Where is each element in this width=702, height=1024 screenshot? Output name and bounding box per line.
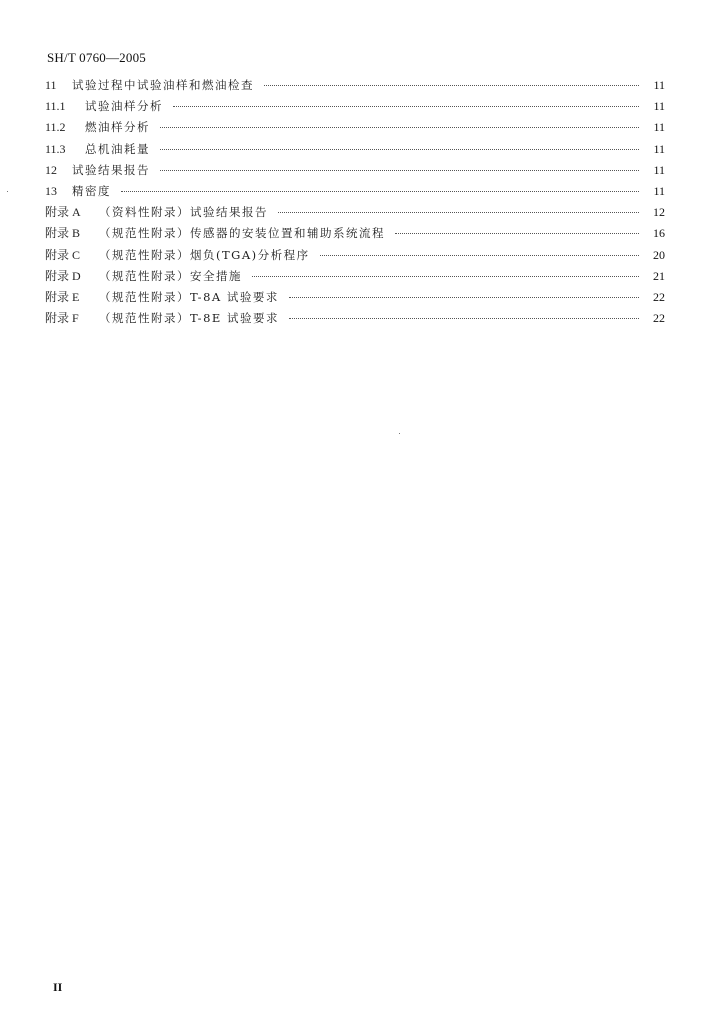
dot-leader <box>320 255 639 256</box>
toc-entry-number: 附录 D <box>45 268 81 283</box>
scan-speck <box>7 191 8 192</box>
toc-entry-number: 附录 C <box>45 247 81 262</box>
toc-entry-page: 11 <box>653 141 665 156</box>
toc-entry-title: 试验油样分析 <box>85 99 163 114</box>
dot-leader <box>252 276 639 277</box>
toc-entry-title: 试验结果报告 <box>72 162 150 177</box>
dot-leader <box>289 318 639 319</box>
toc-entry-appendix-e[interactable] <box>45 287 665 308</box>
toc-entry-appendix-f[interactable] <box>45 308 665 329</box>
toc-entry-page: 11 <box>653 78 665 92</box>
standard-code-header: SH/T 0760—2005 <box>47 50 146 65</box>
toc-entry-title: （规范性附录）T-8A 试验要求 <box>99 289 279 304</box>
toc-entry-page: 20 <box>653 247 665 262</box>
dot-leader <box>121 191 639 192</box>
toc-entry-number: 附录 B <box>45 226 81 241</box>
toc-entry-title: 燃油样分析 <box>85 120 150 135</box>
dot-leader <box>395 233 639 234</box>
toc-entry-number: 12 <box>45 162 57 177</box>
dot-leader <box>264 85 639 86</box>
toc-entry-page: 22 <box>653 289 665 304</box>
dot-leader <box>173 106 639 107</box>
table-of-contents <box>45 75 665 329</box>
toc-entry-appendix-c[interactable] <box>45 245 665 266</box>
toc-entry-page: 22 <box>653 311 665 326</box>
toc-entry-number: 11.3 <box>45 141 66 156</box>
toc-entry-11-2[interactable] <box>45 117 665 138</box>
dot-leader <box>160 149 639 150</box>
toc-entry-11-3[interactable] <box>45 139 665 160</box>
dot-leader <box>289 297 639 298</box>
toc-entry-number: 11.1 <box>45 99 66 114</box>
toc-entry-11[interactable] <box>45 75 665 96</box>
toc-entry-13[interactable] <box>45 181 665 202</box>
toc-entry-number: 附录 F <box>45 311 79 326</box>
toc-entry-11-1[interactable] <box>45 96 665 117</box>
toc-entry-page: 11 <box>653 120 665 135</box>
toc-entry-title: （规范性附录）T-8E 试验要求 <box>99 311 279 326</box>
toc-entry-page: 16 <box>653 226 665 241</box>
toc-entry-title: （资料性附录）试验结果报告 <box>99 205 268 220</box>
toc-entry-title: 试验过程中试验油样和燃油检查 <box>72 78 254 92</box>
toc-entry-number: 13 <box>45 183 57 198</box>
scan-speck <box>399 433 400 434</box>
dot-leader <box>278 212 639 213</box>
dot-leader <box>160 127 639 128</box>
toc-entry-page: 21 <box>653 268 665 283</box>
dot-leader <box>160 170 639 171</box>
toc-entry-page: 11 <box>653 162 665 177</box>
toc-entry-appendix-a[interactable] <box>45 202 665 223</box>
toc-entry-page: 12 <box>653 205 665 220</box>
toc-entry-appendix-b[interactable] <box>45 223 665 244</box>
toc-entry-page: 11 <box>653 99 665 114</box>
toc-entry-title: 精密度 <box>72 183 111 198</box>
toc-entry-page: 11 <box>653 183 665 198</box>
toc-entry-number: 11 <box>45 78 57 92</box>
toc-entry-appendix-d[interactable] <box>45 266 665 287</box>
toc-entry-number: 附录 A <box>45 205 81 220</box>
toc-entry-number: 附录 E <box>45 289 80 304</box>
toc-entry-title: （规范性附录）安全措施 <box>99 268 242 283</box>
toc-entry-title: （规范性附录）烟负(TGA)分析程序 <box>99 247 310 262</box>
toc-entry-number: 11.2 <box>45 120 66 135</box>
toc-entry-title: （规范性附录）传感器的安装位置和辅助系统流程 <box>99 226 385 241</box>
page-number: II <box>53 980 63 994</box>
toc-entry-title: 总机油耗量 <box>85 141 150 156</box>
toc-entry-12[interactable] <box>45 160 665 181</box>
